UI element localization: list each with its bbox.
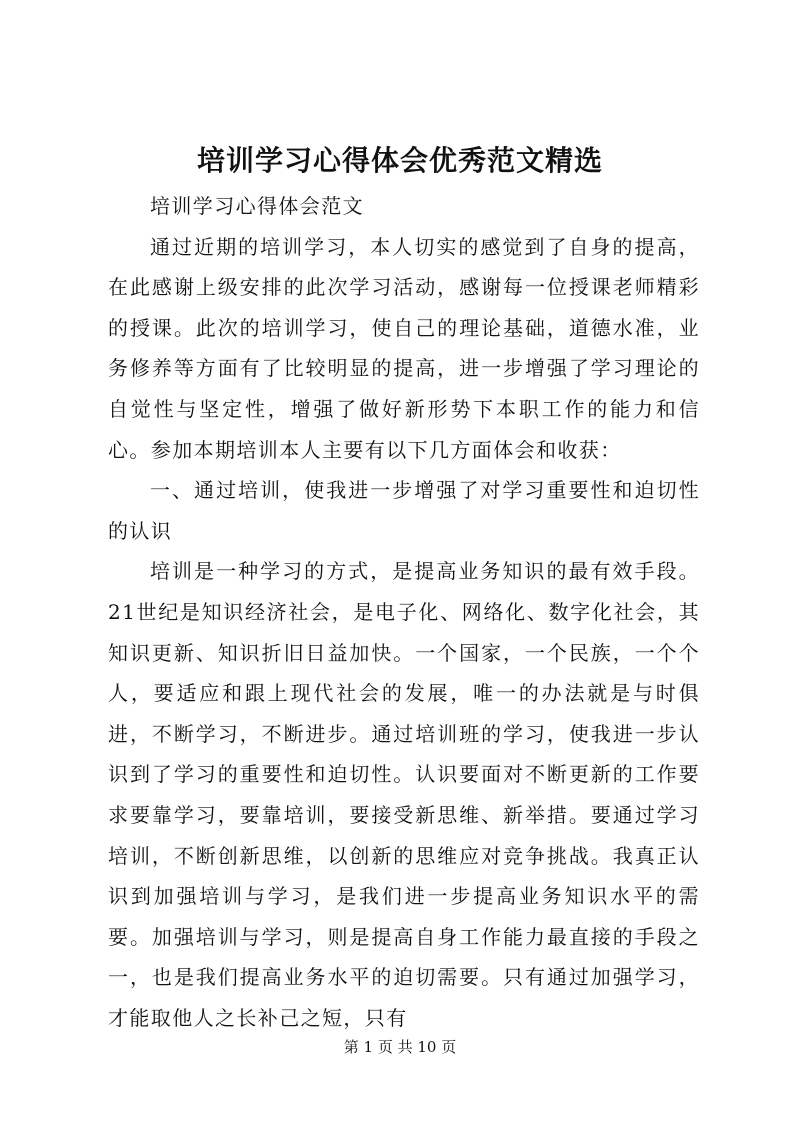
- paragraph-body: 培训是一种学习的方式，是提高业务知识的最有效手段。21世纪是知识经济社会，是电子化、网络化、数字化社会，其知识更新、知识折旧日益加快。一个国家，一个民族，一个个人，要适应和跟上现代社会的发展，唯一的办法就是与时俱进，不断学习，不断进步。通过培训班的学习，使我进一步认识到了学习的重要性和迫切性。认识要面对不断更新的工作要求要靠学习，要靠培训，要接受新思维、新举措。要通过学习培训，不断创新思维，以创新的思维应对竞争挑战。我真正认识到加强培训与学习，是我们进一步提高业务知识水平的需要。加强培训与学习，则是提高自身工作能力最直接的手段之一，也是我们提高业务水平的迫切需要。只有通过加强学习，才能取他人之长补己之短，只有: [108, 559, 700, 1030]
- page-footer: 第 1 页 共 10 页: [343, 1038, 457, 1056]
- document-body: [108, 186, 700, 1038]
- document-title: 培训学习心得体会优秀范文精选: [196, 144, 603, 177]
- paragraph-subtitle: 培训学习心得体会范文: [150, 194, 364, 218]
- paragraph-intro: 通过近期的培训学习，本人切实的感觉到了自身的提高，在此感谢上级安排的此次学习活动，感谢每一位授课老师精彩的授课。此次的培训学习，使自己的理论基础，道德水准，业务修养等方面有了比较明显的提高，进一步增强了学习理论的自觉性与坚定性，增强了做好新形势下本职工作的能力和信心。参加本期培训本人主要有以下几方面体会和收获：: [108, 234, 700, 462]
- paragraph-section-heading: 一、通过培训，使我进一步增强了对学习重要性和迫切性的认识: [108, 478, 700, 543]
